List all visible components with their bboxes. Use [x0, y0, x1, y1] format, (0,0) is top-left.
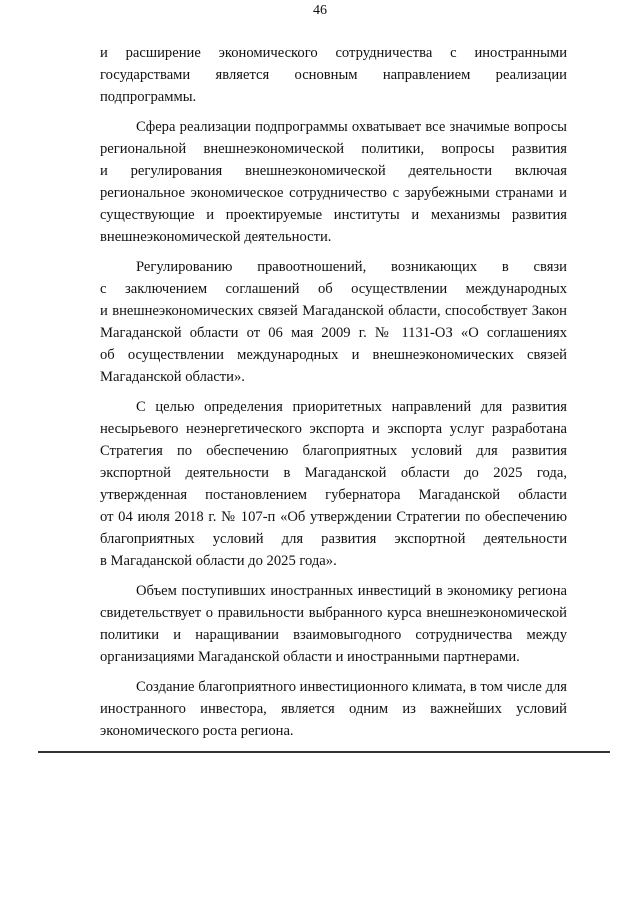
text-line: экспортной деятельности в Магаданской области до 2025 года,: [100, 465, 567, 481]
text-line: Сфера реализации подпрограммы охватывает все значимые вопросы: [136, 119, 567, 135]
paragraph: [100, 42, 567, 108]
text-line: от 04 июля 2018 г. № 107-п «Об утверждении Стратегии по обеспечению: [100, 509, 567, 525]
text-line: и расширение экономического сотрудничества с иностранными: [100, 45, 567, 61]
text-line: Регулированию правоотношений, возникающих в связи: [136, 259, 567, 275]
paragraph: [100, 396, 567, 572]
text-line: существующие и проектируемые институты и механизмы развития: [100, 207, 567, 223]
text-line: в Магаданской области до 2025 года».: [100, 553, 337, 569]
document-body: [100, 42, 567, 750]
text-line: С целью определения приоритетных направлений для развития: [136, 399, 567, 415]
text-line: утвержденная постановлением губернатора Магаданской области: [100, 487, 567, 503]
text-line: региональной внешнеэкономической политики, вопросы развития: [100, 141, 567, 157]
page-number: 46: [313, 3, 327, 18]
text-line: политики и наращивании взаимовыгодного сотрудничества между: [100, 627, 567, 643]
text-line: и внешнеэкономических связей Магаданской области, способствует Закон: [100, 303, 567, 319]
text-line: подпрограммы.: [100, 89, 197, 105]
paragraph: [100, 256, 567, 388]
text-line: организациями Магаданской области и иностранными партнерами.: [100, 649, 520, 665]
text-line: региональное экономическое сотрудничество с зарубежными странами и: [100, 185, 567, 201]
text-line: Стратегия по обеспечению благоприятных условий для развития: [100, 443, 567, 459]
text-line: несырьевого неэнергетического экспорта и экспорта услуг разработана: [100, 421, 567, 437]
text-line: Магаданской области».: [100, 369, 245, 385]
text-line: экономического роста региона.: [100, 723, 294, 739]
text-line: внешнеэкономической деятельности.: [100, 229, 332, 245]
text-line: Магаданской области от 06 мая 2009 г. № 1131-ОЗ «О соглашениях: [100, 325, 567, 341]
text-line: свидетельствует о правильности выбранного курса внешнеэкономической: [100, 605, 567, 621]
text-line: иностранного инвестора, является одним из важнейших условий: [100, 701, 567, 717]
text-line: Объем поступивших иностранных инвестиций в экономику региона: [136, 583, 567, 599]
text-line: Создание благоприятного инвестиционного климата, в том числе для: [136, 679, 567, 695]
text-line: об осуществлении международных и внешнеэкономических связей: [100, 347, 567, 363]
page-bottom-rule: [38, 751, 610, 753]
paragraph: [100, 116, 567, 248]
paragraph: [100, 676, 567, 742]
text-line: благоприятных условий для развития экспортной деятельности: [100, 531, 567, 547]
text-line: и регулирования внешнеэкономической деятельности включая: [100, 163, 567, 179]
paragraph: [100, 580, 567, 668]
text-line: государствами является основным направлением реализации: [100, 67, 567, 83]
text-line: с заключением соглашений об осуществлении международных: [100, 281, 567, 297]
